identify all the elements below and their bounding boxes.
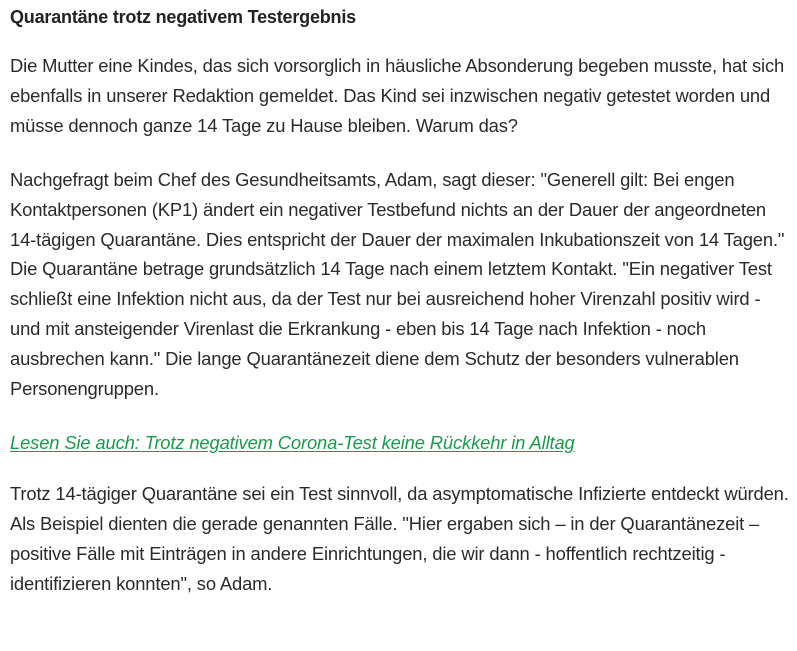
paragraph-test-usefulness: Trotz 14-tägiger Quarantäne sei ein Test sinnvoll, da asymptomatische Infizierte entdeckt würden. Als Beispiel dienten die gerade genannten Fälle. "Hier ergaben sich – in der Quarantänezeit – positive Fälle mit Einträgen in andere Einrichtungen, die wir dann - hoffentlich rechtzeitig - identifizieren konnten", so Adam. (10, 482, 789, 594)
related-article-link[interactable]: Lesen Sie auch: Trotz negativem Corona-Test keine Rückkehr in Alltag (10, 431, 575, 453)
paragraph-mother-report: Die Mutter eine Kindes, das sich vorsorglich in häusliche Absonderung begeben musste, hat sich ebenfalls in unserer Redaktion gemeldet. Das Kind sei inzwischen negativ getestet worden und müsse dennoch ganze 14 Tage zu Hause bleiben. Warum das? (10, 55, 785, 136)
section-subheading: Quarantäne trotz negativem Testergebnis (10, 7, 356, 27)
related-article (10, 428, 789, 458)
paragraph-health-office-statement: Nachgefragt beim Chef des Gesundheitsamts, Adam, sagt dieser: "Generell gilt: Bei engen Kontaktpersonen (KP1) ändert ein negativer Testbefund nichts an der Dauer der angeordneten 14-tägigen Quarantäne. Dies entspricht der Dauer der maximalen Inkubationszeit von 14 Tagen." Die Quarantäne betrage grundsätzlich 14 Tage nach einem letztem Kontakt. "Ein negativer Test schließt eine Infektion nicht aus, da der Test nur bei ausreichend hoher Virenzahl positiv wird - und mit ansteigender Virenlast die Erkrankung - eben bis 14 Tage nach Infektion - noch ausbrechen kann." Die lange Quarantänezeit diene dem Schutz der besonders vulnerablen Personengruppen. (10, 168, 785, 400)
